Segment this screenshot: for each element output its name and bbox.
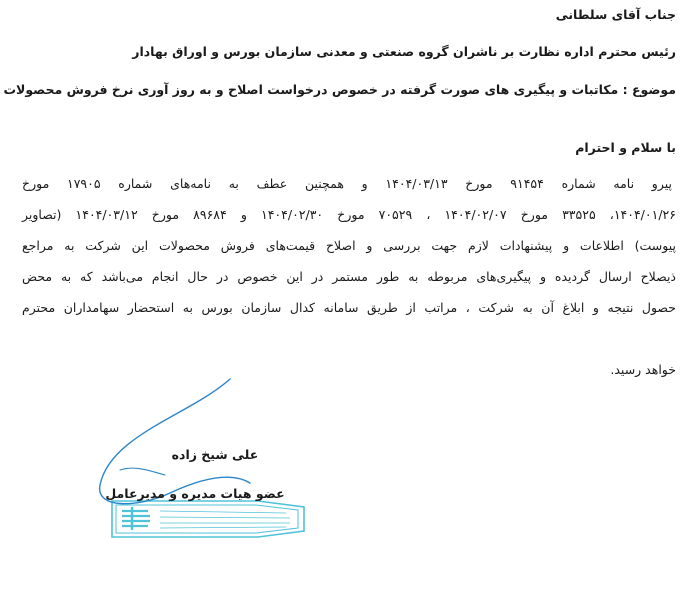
signatory-title: عضو هیات مدیره و مدیرعامل xyxy=(105,486,285,501)
body-line-5: حصول نتیجه و ابلاغ آن به شرکت ، مراتب از طریق سامانه کدال سازمان بورس به استحضار سهامداران محترم xyxy=(22,300,676,315)
subject-line: موضوع : مکاتبات و پیگیری های صورت گرفته در خصوص درخواست اصلاح و به روز آوری نرخ فروش محصولات xyxy=(3,82,676,97)
body-line-4: ذیصلاح ارسال گردیده و پیگیری‌های مربوطه به طور مستمر در این خصوص در حال انجام می‌باشد که به محض xyxy=(22,269,676,284)
greeting: با سلام و احترام xyxy=(575,140,676,155)
body-line-3: پیوست) اطلاعات و پیشنهادات لازم جهت بررسی و اصلاح قیمت‌های فروش محصولات این شرکت به مراجع xyxy=(22,238,676,253)
body-line-1: پیرو نامه شماره ۹۱۴۵۴ مورخ ۱۴۰۴/۰۳/۱۳ و همچنین عطف به نامه‌های شماره ۱۷۹۰۵ مورخ xyxy=(22,176,672,191)
body-line-6: خواهد رسید. xyxy=(610,362,676,377)
signatory-name: علی شیخ زاده xyxy=(171,447,259,462)
recipient: جناب آقای سلطانی xyxy=(555,7,676,22)
body-line-2: ۱۴۰۴/۰۱/۲۶، ۳۳۵۲۵ مورخ ۱۴۰۴/۰۲/۰۷ ، ۷۰۵۲۹ مورخ ۱۴۰۴/۰۲/۳۰ و ۸۹۶۸۴ مورخ ۱۴۰۴/۰۳/۱۲ (تصاویر xyxy=(22,207,676,222)
recipient-title: رئیس محترم اداره نظارت بر ناشران گروه صنعتی و معدنی سازمان بورس و اوراق بهادار xyxy=(132,44,676,59)
